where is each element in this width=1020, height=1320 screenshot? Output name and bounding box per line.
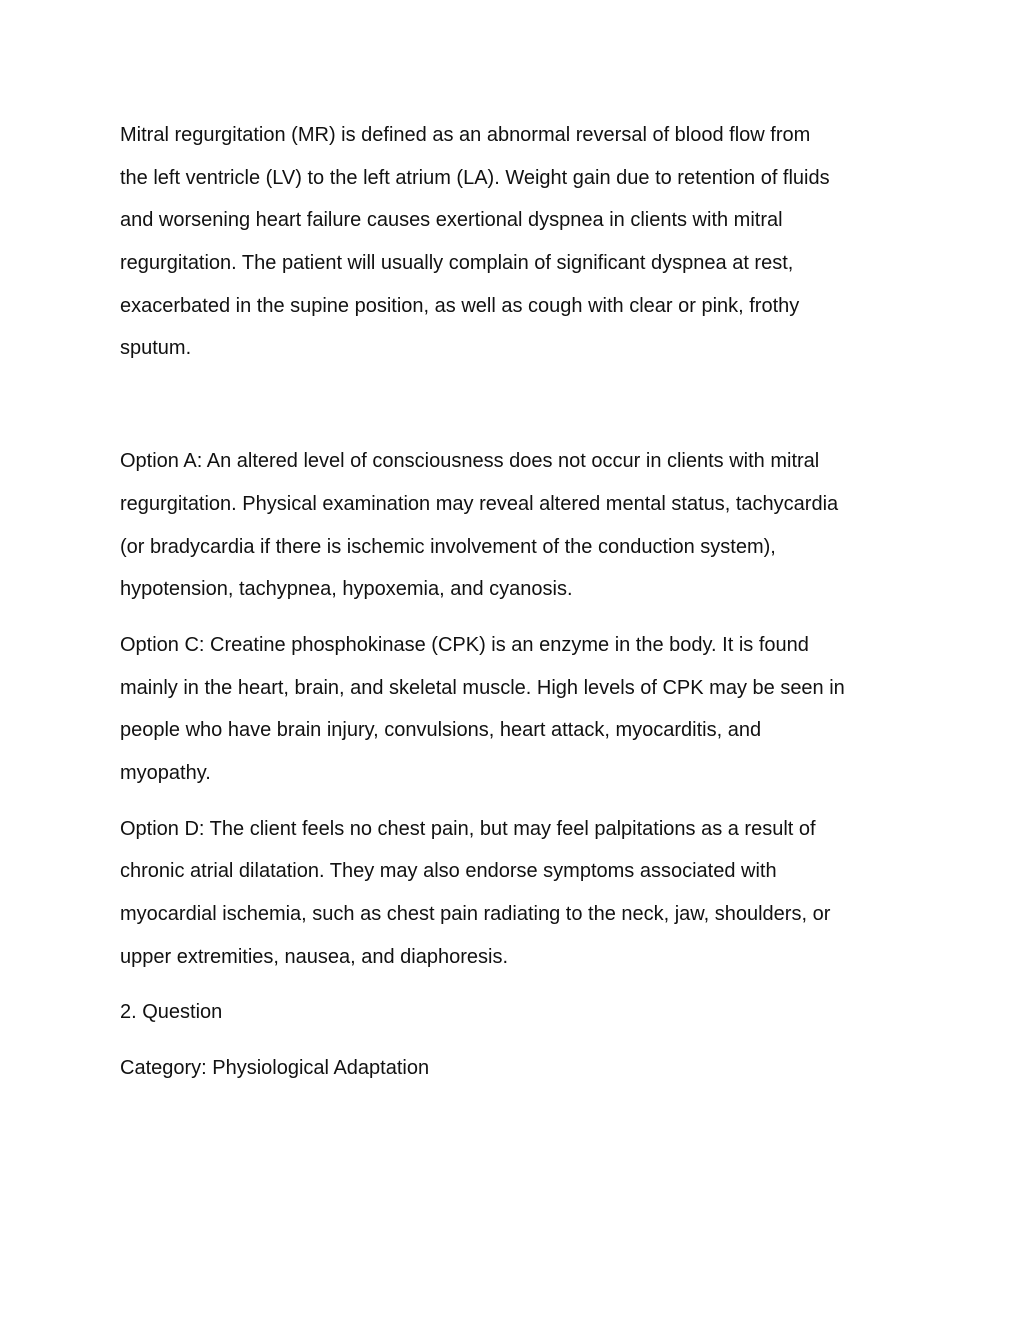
intro-line: and worsening heart failure causes exertional dyspnea in clients with mitral xyxy=(120,209,783,232)
option-d-line: upper extremities, nausea, and diaphoresis. xyxy=(120,945,509,968)
intro-line: exacerbated in the supine position, as well as cough with clear or pink, frothy xyxy=(120,294,800,317)
question-number-text: 2. Question xyxy=(120,1001,223,1024)
intro-line: the left ventricle (LV) to the left atrium (LA). Weight gain due to retention of fluids xyxy=(120,166,830,189)
intro-line: Mitral regurgitation (MR) is defined as an abnormal reversal of blood flow from xyxy=(120,124,811,146)
option-a-paragraph xyxy=(120,440,905,611)
option-a-line: regurgitation. Physical examination may reveal altered mental status, tachycardia xyxy=(120,492,839,515)
option-c-line: people who have brain injury, convulsions, heart attack, myocarditis, and xyxy=(120,719,762,742)
option-d-paragraph xyxy=(120,808,905,979)
option-d-line: chronic atrial dilatation. They may also endorse symptoms associated with xyxy=(120,860,777,883)
option-d-line: myocardial ischemia, such as chest pain radiating to the neck, jaw, shoulders, or xyxy=(120,903,831,925)
option-c-line: myopathy. xyxy=(120,761,211,784)
option-c-line: Option C: Creatine phosphokinase (CPK) is an enzyme in the body. It is found xyxy=(120,633,809,656)
intro-line: sputum. xyxy=(120,337,192,360)
option-c-paragraph xyxy=(120,624,905,795)
option-a-line: Option A: An altered level of consciousness does not occur in clients with mitral xyxy=(120,450,820,473)
intro-paragraph xyxy=(120,114,905,370)
option-a-line: hypotension, tachypnea, hypoxemia, and cyanosis. xyxy=(120,578,573,601)
option-a-line: (or bradycardia if there is ischemic involvement of the conduction system), xyxy=(120,535,776,558)
document-body xyxy=(120,114,905,1090)
intro-line: regurgitation. The patient will usually complain of significant dyspnea at rest, xyxy=(120,252,794,275)
question-number xyxy=(120,991,905,1034)
category-label xyxy=(120,1047,905,1090)
option-c-line: mainly in the heart, brain, and skeletal muscle. High levels of CPK may be seen in xyxy=(120,676,845,699)
option-d-line: Option D: The client feels no chest pain, but may feel palpitations as a result of xyxy=(120,817,816,840)
category-text: Category: Physiological Adaptation xyxy=(120,1057,430,1080)
